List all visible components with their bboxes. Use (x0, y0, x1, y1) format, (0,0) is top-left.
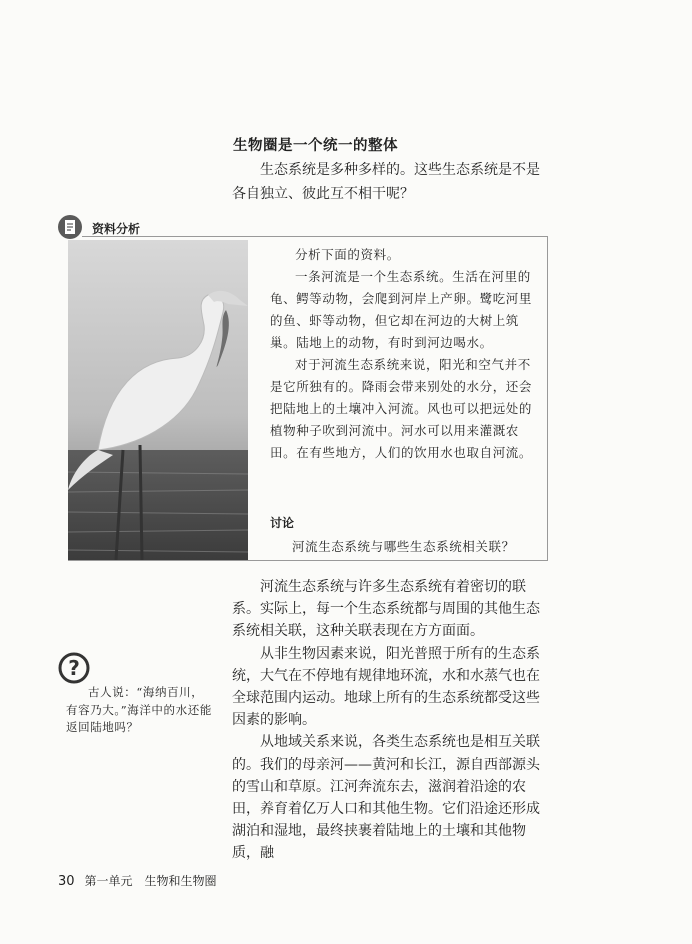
resource-bottom-border (68, 560, 548, 561)
body-paragraph: 从非生物因素来说，阳光普照于所有的生态系统，大气在不停地有规律地环流，水和水蒸气也在全球范围内运动。地球上所有的生态系统都受这些因素的影响。 (232, 645, 540, 729)
discuss-question: 河流生态系统与哪些生态系统相关联？ (292, 539, 515, 554)
resource-label: 资料分析 (92, 222, 141, 236)
svg-text:?: ? (68, 656, 80, 680)
side-note-text: 古人说：“海纳百川，有容乃大。”海洋中的水还能返回陆地吗？ (66, 685, 212, 734)
body-paragraph: 从地域关系来说，各类生态系统也是相互关联的。我们的母亲河——黄河和长江，源自西部源头的雪山和草原。江河奔流东去，滋润着沿途的农田，养育着亿万人口和其他生物。它们沿途还形成湖泊和湿地，最终挟裹着陆地上的土壤和其他物质，融 (232, 734, 540, 862)
resource-top-border (82, 236, 548, 237)
resource-paragraph: 一条河流是一个生态系统。生活在河里的龟、鳄等动物，会爬到河岸上产卵。鹭吃河里的鱼、虾等动物，但它却在河边的大树上筑巢。陆地上的动物，有时到河边喝水。 (270, 269, 533, 350)
intro-text (232, 158, 552, 206)
intro-paragraph: 生态系统是多种多样的。这些生态系统是不是各自独立、彼此互不相干呢？ (232, 162, 540, 202)
discuss-label: 讨论 (270, 516, 295, 530)
section-title: 生物圈是一个统一的整体 (233, 138, 398, 154)
resource-text (270, 244, 532, 464)
document-icon (57, 214, 83, 240)
egret-photo (68, 240, 248, 560)
resource-paragraph: 对于河流生态系统来说，阳光和空气并不是它所独有的。降雨会带来别处的水分，还会把陆地上的土壤冲入河流。风也可以把远处的植物种子吹到河流中。河水可以用来灌溉农田。在有些地方，人们的饮用水也取自河流。 (270, 357, 533, 460)
page-footer (58, 872, 217, 889)
question-mark-icon (58, 652, 90, 684)
resource-right-border (547, 236, 548, 561)
page-number: 30 (58, 874, 75, 889)
body-text (232, 576, 552, 865)
resource-paragraph: 分析下面的资料。 (295, 247, 400, 262)
body-paragraph: 河流生态系统与许多生态系统有着密切的联系。实际上，每一个生态系统都与周围的其他生态系统相关联，这种关联表现在方方面面。 (232, 579, 540, 640)
unit-title: 第一单元 生物和生物圈 (84, 874, 217, 888)
